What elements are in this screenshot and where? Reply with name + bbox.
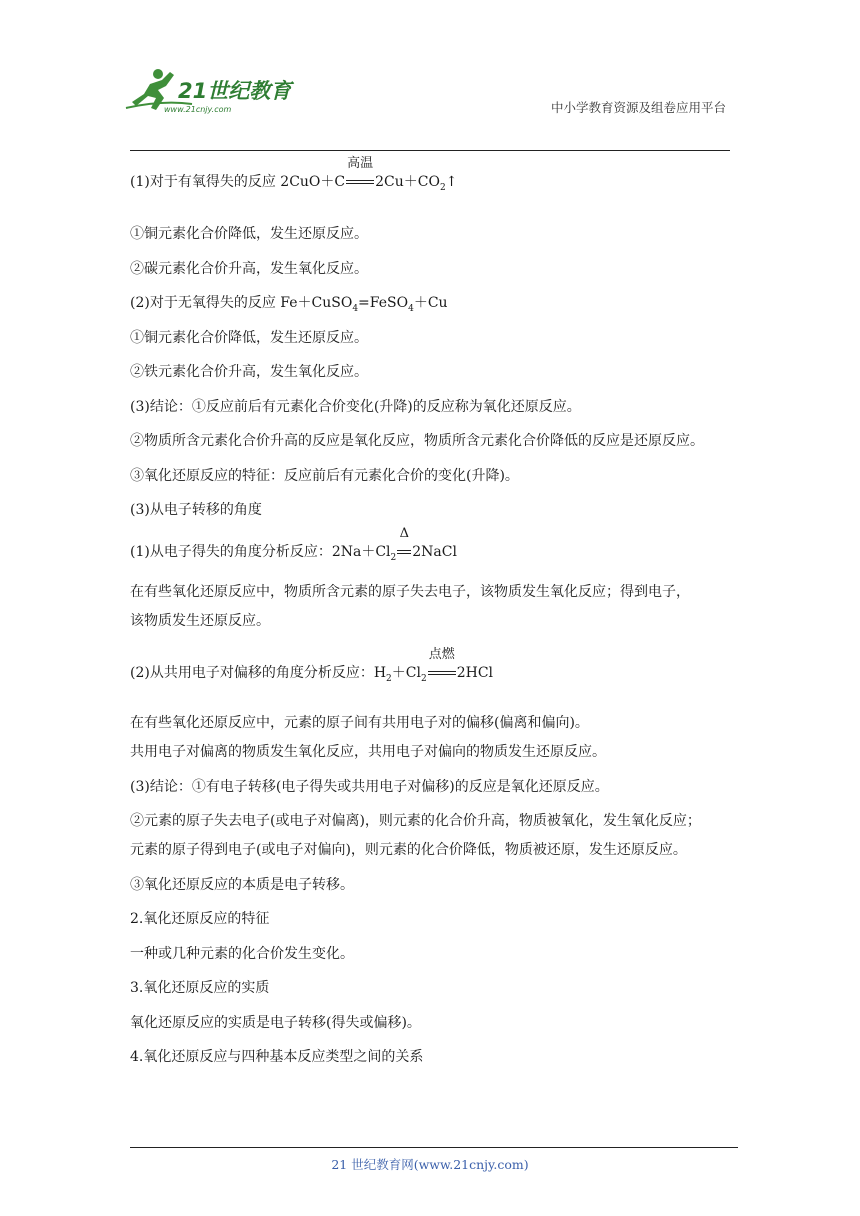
header-divider <box>130 150 730 151</box>
equation-condition: Δ <box>396 542 412 562</box>
text-line: ①铜元素化合价降低，发生还原反应。 <box>130 226 368 242</box>
section-heading: (3)从电子转移的角度 <box>130 502 262 518</box>
text-line: ②碳元素化合价升高，发生氧化反应。 <box>130 260 368 277</box>
text-line: (3)结论：①有电子转移(电子得失或共用电子对偏移)的反应是氧化还原反应。 <box>130 778 609 795</box>
equation-condition: 高温 <box>345 172 375 192</box>
page-footer: 21 世纪教育网(www.21cnjy.com) <box>331 1157 529 1172</box>
logo-text: 21世纪教育 <box>178 79 292 103</box>
reaction-line-1: (1)对于有氧得失的反应 2CuO＋C 高温 $2Cu+CO_2↑$ <box>130 156 458 193</box>
page-header <box>0 0 860 150</box>
text-line: 在有些氧化还原反应中，物质所含元素的原子失去电子，该物质发生氧化反应；得到电子， <box>130 584 690 600</box>
text-line: ③氧化还原反应的本质是电子转移。 <box>130 876 354 893</box>
section-heading: 2.氧化还原反应的特征 <box>130 911 270 927</box>
site-logo <box>122 64 302 116</box>
text-line: 共用电子对偏离的物质发生氧化反应，共用电子对偏向的物质发生还原反应。 <box>130 744 606 760</box>
document-body <box>130 156 736 1082</box>
text-line: ②物质所含元素化合价升高的反应是氧化反应，物质所含元素化合价降低的反应是还原反应。 <box>130 433 704 449</box>
logo-url: www.21cnjy.com <box>164 105 232 114</box>
section-heading: 3.氧化还原反应的实质 <box>130 980 270 996</box>
text-line: ①铜元素化合价降低，发生还原反应。 <box>130 329 368 346</box>
equation-condition: 点燃 <box>427 663 457 683</box>
text-line: (3)结论：①反应前后有元素化合价变化(升降)的反应称为氧化还原反应。 <box>130 398 581 415</box>
reaction-line-4: (2)从共用电子对偏移的角度分析反应：$H_2+Cl_2$ 点燃 2HCl <box>130 647 494 684</box>
text-line: ②铁元素化合价升高，发生氧化反应。 <box>130 364 368 380</box>
text-line: 在有些氧化还原反应中，元素的原子间有共用电子对的偏移(偏离和偏向)。 <box>130 715 589 731</box>
text-line: ③氧化还原反应的特征：反应前后有元素化合价的变化(升降)。 <box>130 467 519 484</box>
section-heading: 4.氧化还原反应与四种基本反应类型之间的关系 <box>130 1049 424 1065</box>
text-line: ②元素的原子失去电子(或电子对偏离)，则元素的化合价升高，物质被氧化，发生氧化反应； <box>130 813 701 829</box>
text-line: 氧化还原反应的实质是电子转移(得失或偏移)。 <box>130 1014 421 1031</box>
reaction-line-2: (2)对于无氧得失的反应 Fe＋CuSO$_4$=FeSO$_4$＋Cu <box>130 295 448 314</box>
header-right-text: 中小学教育资源及组卷应用平台 <box>550 100 726 115</box>
footer-divider <box>130 1147 738 1148</box>
text-line: 该物质发生还原反应。 <box>130 613 270 629</box>
text-line: 一种或几种元素的化合价发生变化。 <box>130 945 354 962</box>
reaction-line-3: (1)从电子得失的角度分析反应：$2Na+Cl_2$ Δ 2NaCl <box>130 526 457 563</box>
text-line: 元素的原子得到电子(或电子对偏向)，则元素的化合价降低，物质被还原，发生还原反应。 <box>130 842 687 858</box>
